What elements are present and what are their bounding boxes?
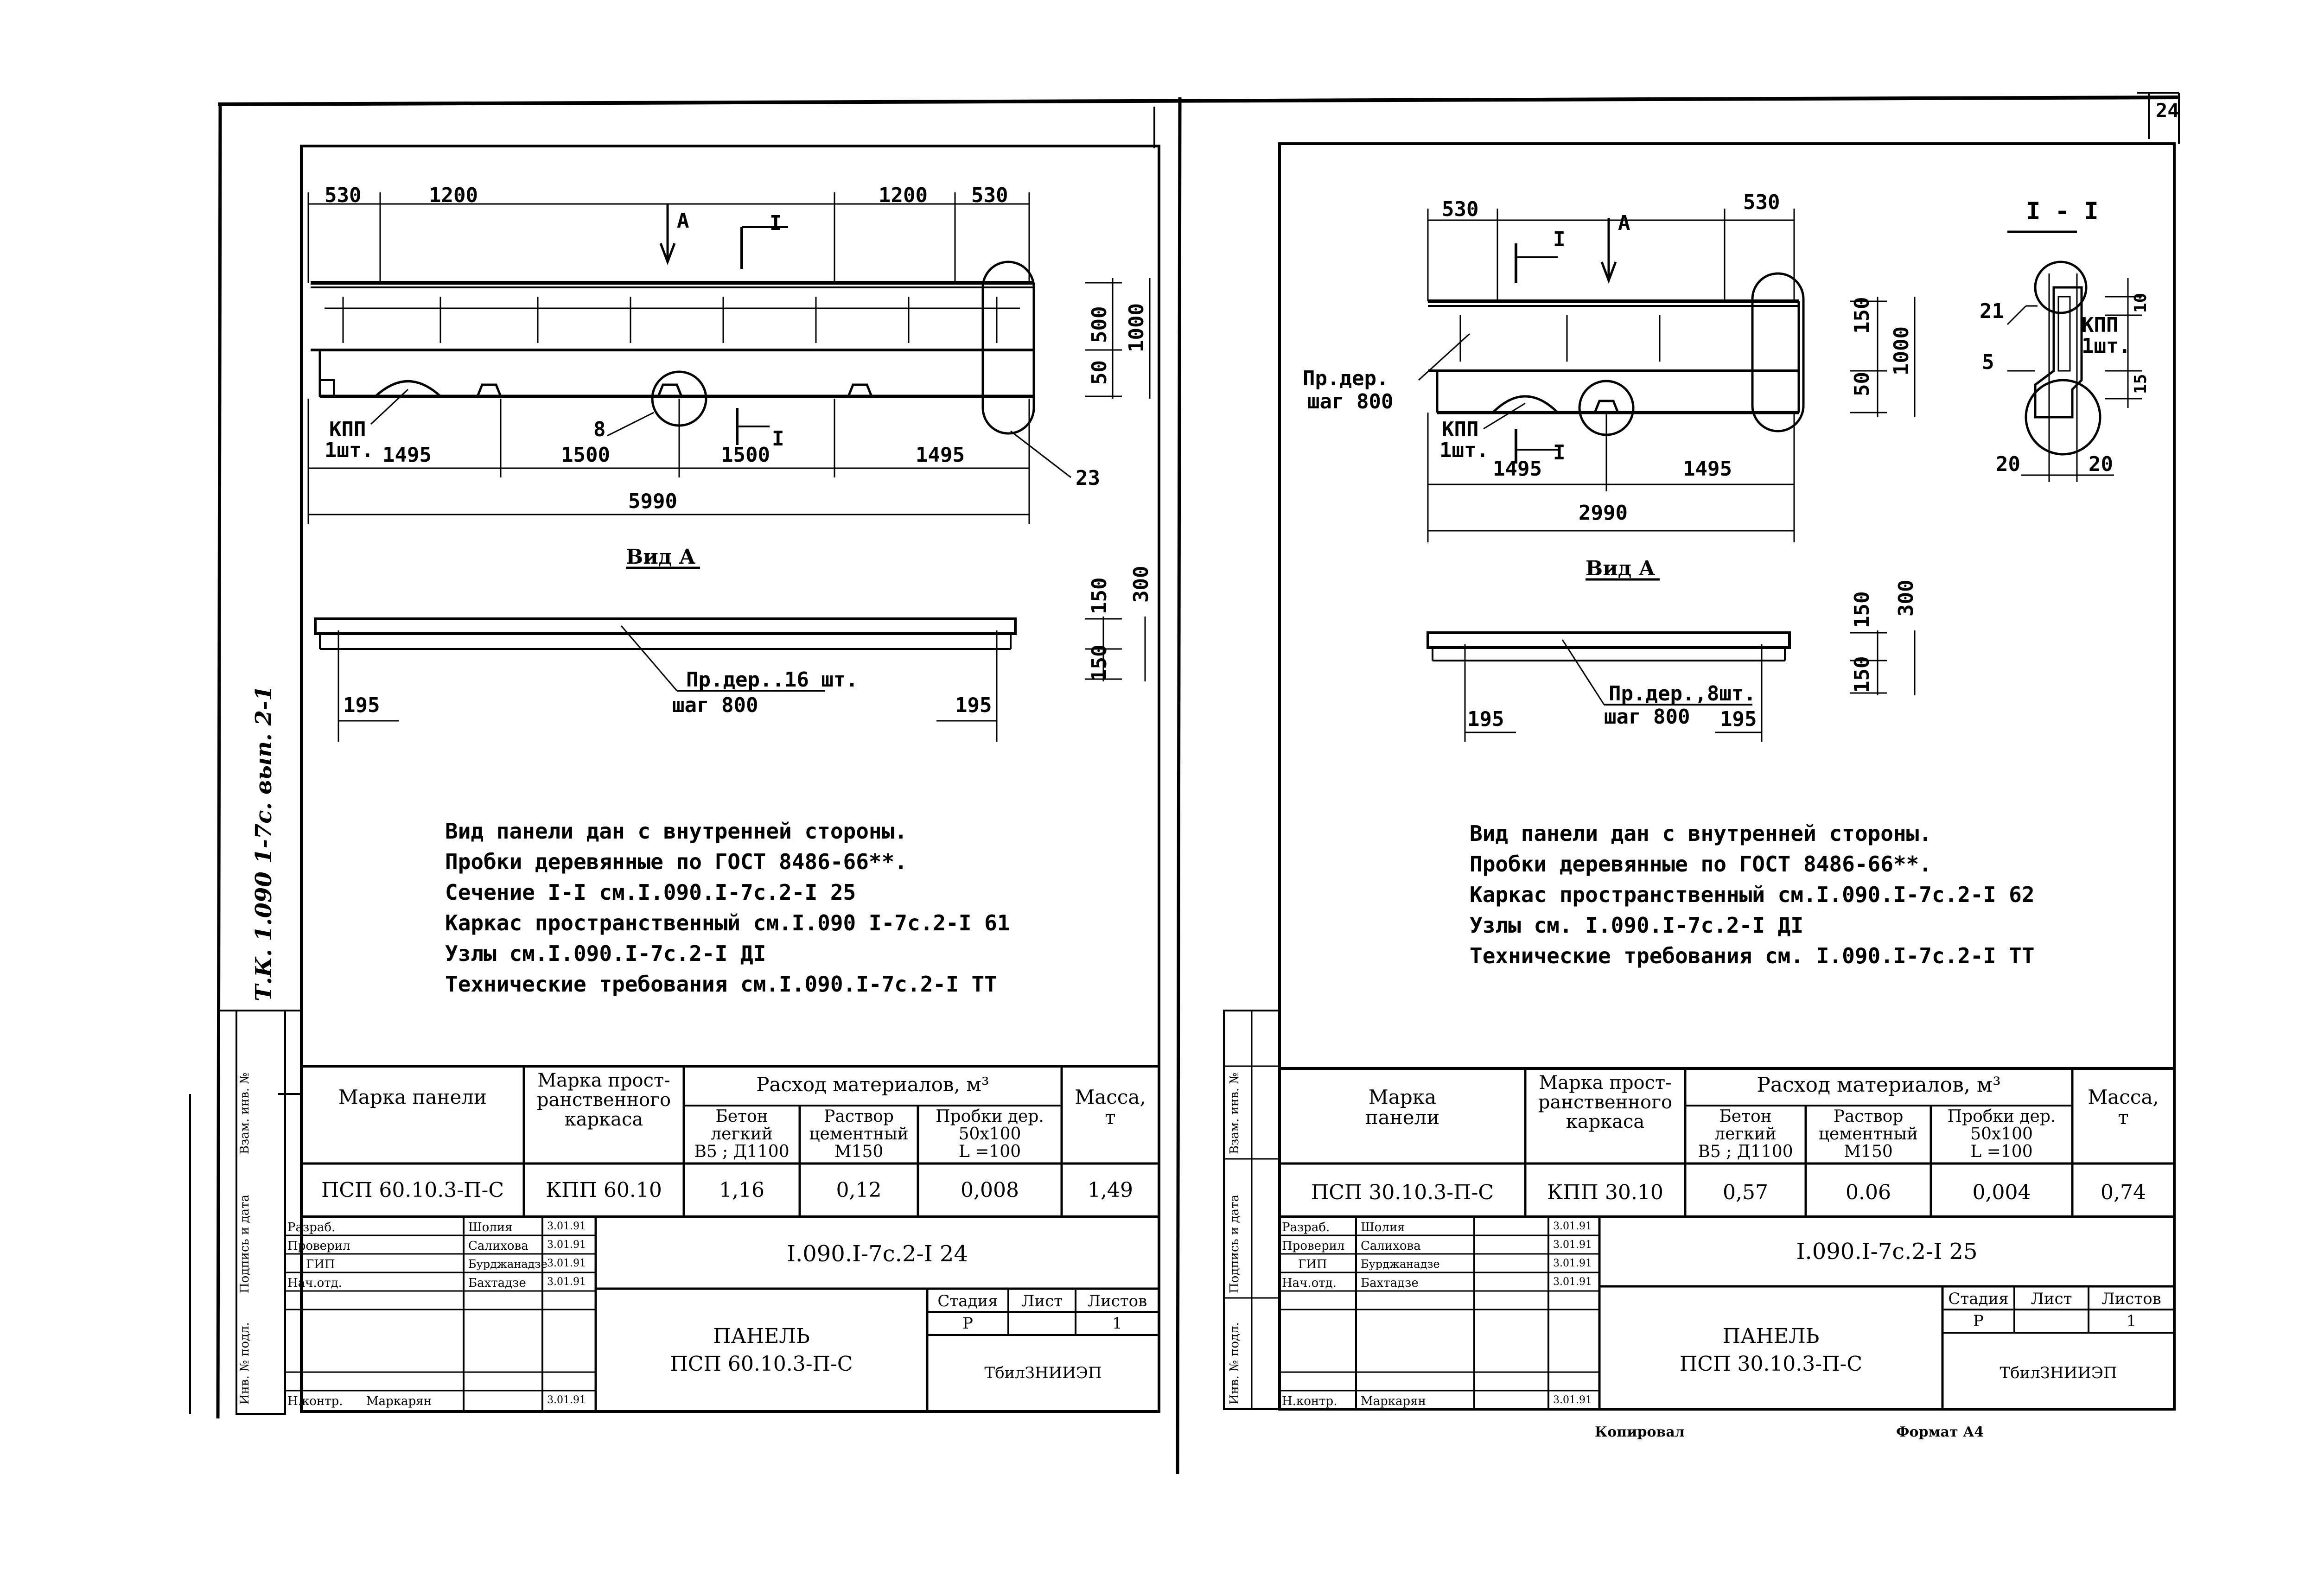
- header-concrete: Бетон легкий В5 ; Д1100: [694, 1107, 790, 1161]
- cell-plugs: 0,008: [961, 1178, 1019, 1202]
- dim-label: 1495: [1493, 457, 1542, 481]
- header-plugs: Пробки дер. 50х100 L =100: [936, 1107, 1044, 1161]
- sheets-label: Листов: [1087, 1292, 1147, 1310]
- footer-format: Формат А4: [1896, 1424, 1984, 1440]
- doc-code: I.090.I-7с.2-I 25: [1796, 1239, 1978, 1265]
- header-frame: Марка прост- ранственного каркаса: [536, 1070, 671, 1130]
- dim-label: 15: [2131, 374, 2150, 394]
- note-line: Сечение I-I см.I.090.I-7с.2-I 25: [445, 880, 856, 905]
- header-mass: Масса, т: [2088, 1086, 2159, 1129]
- cell-mass: 1,49: [1088, 1178, 1133, 1202]
- sheet-label: Лист: [2031, 1290, 2072, 1308]
- header-panel-mark: Марка панели: [1365, 1086, 1440, 1129]
- header-concrete: Бетон легкий В5 ; Д1100: [1698, 1107, 1793, 1161]
- cell-frame: КПП 30.10: [1547, 1181, 1663, 1204]
- dim-label: 2990: [1579, 501, 1628, 525]
- dim-label: 300: [1894, 579, 1918, 617]
- dim-label: 195: [955, 693, 992, 717]
- callout-label: 5: [1982, 350, 1994, 374]
- view-a-title: Вид А: [1586, 557, 1656, 580]
- dim-label: 195: [1467, 707, 1504, 731]
- header-frame: Марка прост- ранственного каркаса: [1538, 1072, 1673, 1132]
- cell-panel-mark: ПСП 60.10.3-П-С: [321, 1178, 504, 1202]
- cell-concrete: 0,57: [1723, 1181, 1768, 1204]
- side-stamp-label: Инв. № подл.: [1228, 1322, 1242, 1405]
- dim-label: 1500: [561, 443, 610, 467]
- dim-label: 530: [971, 184, 1008, 207]
- product-name: ПАНЕЛЬ ПСП 30.10.3-П-С: [1679, 1324, 1863, 1376]
- plugs-callout: Пр.дер.: [1303, 367, 1389, 390]
- header-materials: Расход материалов, м³: [756, 1073, 989, 1096]
- note-line: Технические требования см.I.090.I-7с.2-I ТТ: [445, 972, 997, 997]
- note-line: Вид панели дан с внутренней стороны.: [1470, 821, 1932, 846]
- kpp-qty-label: 1шт.: [1439, 439, 1489, 462]
- plugs-step: шаг 800: [1307, 390, 1394, 413]
- dim-label: 1200: [429, 184, 478, 207]
- dim-label: 150: [1850, 297, 1874, 334]
- section-mark: I: [772, 427, 784, 451]
- dim-label: 500: [1088, 306, 1111, 343]
- header-mass: Масса, т: [1075, 1086, 1146, 1129]
- organization: ТбилЗНИИЭП: [984, 1364, 1102, 1382]
- plugs-step: шаг 800: [672, 693, 758, 717]
- sheets-value: 1: [1112, 1314, 1122, 1333]
- cell-mortar: 0.06: [1846, 1181, 1891, 1204]
- dim-label: 20: [1996, 452, 2020, 476]
- note-line: Узлы см. I.090.I-7с.2-I ДI: [1470, 913, 1804, 938]
- dim-label: 150: [1088, 644, 1111, 681]
- stage-value: Р: [1973, 1312, 1984, 1330]
- dim-label: 1200: [879, 184, 928, 207]
- dim-label: 195: [1720, 707, 1757, 731]
- sheets-label: Листов: [2101, 1290, 2161, 1308]
- cell-frame: КПП 60.10: [546, 1178, 662, 1202]
- section-mark: I: [770, 211, 782, 235]
- plugs-callout: Пр.дер.,8шт.: [1609, 682, 1756, 706]
- section-mark: I: [1553, 228, 1566, 251]
- cell-plugs: 0,004: [1972, 1181, 2031, 1204]
- dim-label: 195: [343, 693, 380, 717]
- dim-label: 5990: [628, 490, 677, 513]
- header-mortar: Раствор цементный М150: [1818, 1107, 1918, 1161]
- sheet-label: Лист: [1021, 1292, 1063, 1310]
- stage-label: Стадия: [937, 1292, 998, 1310]
- dim-label: 1495: [916, 443, 965, 467]
- callout-label: 8: [593, 418, 606, 441]
- sheets-value: 1: [2126, 1312, 2137, 1330]
- note-line: Пробки деревянные по ГОСТ 8486-66**.: [1470, 852, 1932, 877]
- cell-concrete: 1,16: [719, 1178, 764, 1202]
- doc-code: I.090.I-7с.2-I 24: [786, 1241, 968, 1267]
- side-stamp-label: Инв. № подл.: [238, 1322, 252, 1405]
- callout-label: 21: [1980, 299, 2004, 323]
- cell-mass: 0,74: [2101, 1181, 2146, 1204]
- dim-label: 1500: [721, 443, 770, 467]
- dim-label: 150: [1850, 656, 1874, 693]
- footer-copied: Копировал: [1595, 1424, 1685, 1440]
- callout-label: 23: [1076, 466, 1100, 490]
- dim-label: 1495: [1683, 457, 1732, 481]
- cell-mortar: 0,12: [836, 1178, 882, 1202]
- stage-value: Р: [962, 1314, 973, 1333]
- dim-label: 300: [1129, 566, 1153, 603]
- section-title: I - I: [2026, 197, 2099, 225]
- kpp-label: КПП: [1442, 418, 1479, 441]
- dim-label: 1000: [1125, 303, 1148, 352]
- dim-label: 150: [1088, 577, 1111, 614]
- side-stamp-label: Взам. инв. №: [1228, 1073, 1242, 1154]
- side-stamp-label: Подпись и дата: [238, 1195, 252, 1293]
- header-materials: Расход материалов, м³: [1757, 1073, 2001, 1097]
- dim-label: 530: [1442, 197, 1479, 221]
- dim-label: 150: [1850, 591, 1874, 628]
- note-line: Технические требования см. I.090.I-7с.2-I ТТ: [1470, 943, 2035, 968]
- dim-label: 530: [1743, 191, 1780, 214]
- stage-label: Стадия: [1948, 1290, 2009, 1308]
- dim-label: 1000: [1890, 326, 1913, 375]
- view-a-title: Вид А: [626, 545, 696, 569]
- header-mortar: Раствор цементный М150: [809, 1107, 909, 1161]
- kpp-label: КПП: [329, 418, 366, 441]
- header-panel-mark: Марка панели: [338, 1086, 487, 1108]
- note-line: Узлы см.I.090.I-7с.2-I ДI: [445, 941, 766, 966]
- dim-label: 20: [2089, 452, 2113, 476]
- cell-panel-mark: ПСП 30.10.3-П-С: [1311, 1181, 1494, 1204]
- header-plugs: Пробки дер. 50х100 L =100: [1947, 1107, 2056, 1161]
- dim-label: 10: [2131, 292, 2150, 313]
- arrow-a-label: А: [1618, 211, 1630, 235]
- product-name: ПАНЕЛЬ ПСП 60.10.3-П-С: [670, 1324, 853, 1376]
- organization: ТбилЗНИИЭП: [2000, 1364, 2117, 1382]
- note-line: Каркас пространственный см.I.090 I-7с.2-I 61: [445, 910, 1010, 935]
- dim-label: 530: [325, 184, 362, 207]
- note-line: Пробки деревянные по ГОСТ 8486-66**.: [445, 849, 907, 874]
- section-kpp: КПП: [2082, 313, 2119, 337]
- dim-label: 1495: [382, 443, 432, 467]
- note-line: Каркас пространственный см.I.090.I-7с.2-I 62: [1470, 882, 2035, 907]
- note-line: Вид панели дан с внутренней стороны.: [445, 819, 907, 844]
- arrow-a-label: А: [677, 209, 689, 233]
- plugs-callout: Пр.дер..16 шт.: [686, 668, 858, 692]
- side-stamp-label: Подпись и дата: [1228, 1195, 1242, 1293]
- plugs-step: шаг 800: [1604, 705, 1690, 729]
- page-number: 24: [2156, 99, 2179, 122]
- dim-label: 50: [1850, 372, 1874, 396]
- dim-label: 50: [1088, 360, 1111, 385]
- side-stamp-label: Взам. инв. №: [238, 1073, 252, 1154]
- kpp-qty-label: 1шт.: [325, 439, 374, 462]
- section-mark: I: [1553, 441, 1566, 464]
- section-kpp-qty: 1шт.: [2082, 334, 2131, 358]
- side-series-code: Т.К. 1.090 1-7с. вып. 2-1: [251, 685, 277, 1001]
